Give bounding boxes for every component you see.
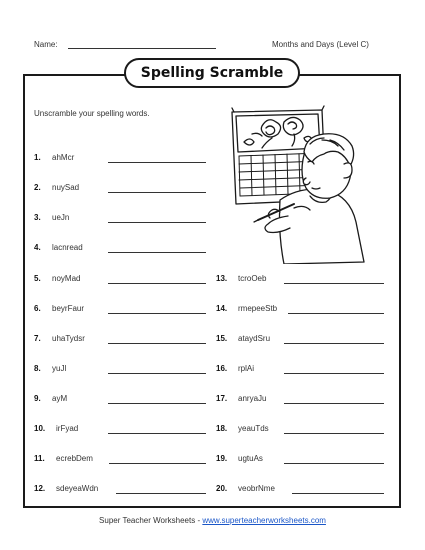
list-item [34, 334, 214, 348]
worksheet-subtitle: Months and Days (Level C) [272, 40, 369, 49]
list-item [34, 484, 214, 498]
item-number: 2. [34, 183, 41, 192]
answer-line[interactable] [108, 403, 206, 404]
answer-line[interactable] [116, 493, 206, 494]
footer-link[interactable]: www.superteacherworksheets.com [202, 516, 326, 525]
item-number: 3. [34, 213, 41, 222]
list-item [34, 153, 214, 167]
list-item [216, 304, 391, 318]
item-number: 16. [216, 364, 228, 373]
scrambled-word: ataydSru [238, 334, 271, 343]
scrambled-word: anryaJu [238, 394, 267, 403]
list-item [34, 424, 214, 438]
answer-line[interactable] [108, 192, 206, 193]
scrambled-word: sdeyeaWdn [56, 484, 99, 493]
item-number: 17. [216, 394, 228, 403]
scrambled-word: nuySad [52, 183, 80, 192]
item-number: 9. [34, 394, 41, 403]
item-number: 1. [34, 153, 41, 162]
scrambled-word: uhaTydsr [52, 334, 85, 343]
list-item [34, 454, 214, 468]
scrambled-word: veobrNme [238, 484, 275, 493]
scrambled-word: ayM [52, 394, 68, 403]
list-item [216, 484, 391, 498]
list-item [216, 364, 391, 378]
scrambled-word: irFyad [56, 424, 79, 433]
answer-line[interactable] [108, 433, 206, 434]
item-number: 7. [34, 334, 41, 343]
answer-line[interactable] [292, 493, 384, 494]
list-item [216, 334, 391, 348]
name-field-line[interactable] [68, 48, 216, 49]
scrambled-word: rmepeeStb [238, 304, 278, 313]
item-number: 18. [216, 424, 228, 433]
answer-line[interactable] [284, 373, 384, 374]
scrambled-word: tcroOeb [238, 274, 267, 283]
answer-line[interactable] [284, 403, 384, 404]
scrambled-word: lacnread [52, 243, 83, 252]
item-number: 15. [216, 334, 228, 343]
item-number: 14. [216, 304, 228, 313]
scrambled-word: ahMcr [52, 153, 75, 162]
list-item [34, 364, 214, 378]
answer-line[interactable] [284, 463, 384, 464]
item-number: 20. [216, 484, 228, 493]
list-item [216, 424, 391, 438]
scrambled-word: ueJn [52, 213, 70, 222]
list-item [34, 213, 214, 227]
answer-line[interactable] [108, 283, 206, 284]
answer-line[interactable] [288, 313, 384, 314]
item-number: 19. [216, 454, 228, 463]
list-item [216, 274, 391, 288]
answer-line[interactable] [108, 252, 206, 253]
footer-text: Super Teacher Worksheets - [99, 516, 203, 525]
answer-line[interactable] [108, 222, 206, 223]
answer-line[interactable] [109, 463, 206, 464]
answer-line[interactable] [284, 343, 384, 344]
scrambled-word: beyrFaur [52, 304, 85, 313]
item-number: 12. [34, 484, 46, 493]
answer-line[interactable] [108, 162, 206, 163]
item-number: 5. [34, 274, 41, 283]
scrambled-word: rplAi [238, 364, 255, 373]
item-number: 13. [216, 274, 228, 283]
list-item [34, 274, 214, 288]
scrambled-word: yuJl [52, 364, 67, 373]
answer-line[interactable] [284, 433, 384, 434]
item-number: 10. [34, 424, 46, 433]
list-item [34, 394, 214, 408]
scrambled-word: yeauTds [238, 424, 269, 433]
scrambled-word: ecrebDem [56, 454, 93, 463]
list-item [34, 304, 214, 318]
instructions: Unscramble your spelling words. [34, 109, 150, 118]
item-number: 11. [34, 454, 45, 463]
item-number: 4. [34, 243, 41, 252]
boy-calendar-illustration [222, 104, 382, 264]
list-item [216, 454, 391, 468]
answer-line[interactable] [108, 313, 206, 314]
scrambled-word: noyMad [52, 274, 81, 283]
footer [0, 516, 425, 525]
scrambled-word: ugtuAs [238, 454, 263, 463]
worksheet-title-text: Spelling Scramble [140, 65, 284, 81]
item-number: 8. [34, 364, 41, 373]
answer-line[interactable] [284, 283, 384, 284]
list-item [34, 183, 214, 197]
list-item [34, 243, 214, 257]
answer-line[interactable] [108, 373, 206, 374]
name-label: Name: [34, 40, 58, 49]
answer-line[interactable] [108, 343, 206, 344]
worksheet-title [124, 58, 300, 88]
list-item [216, 394, 391, 408]
item-number: 6. [34, 304, 41, 313]
